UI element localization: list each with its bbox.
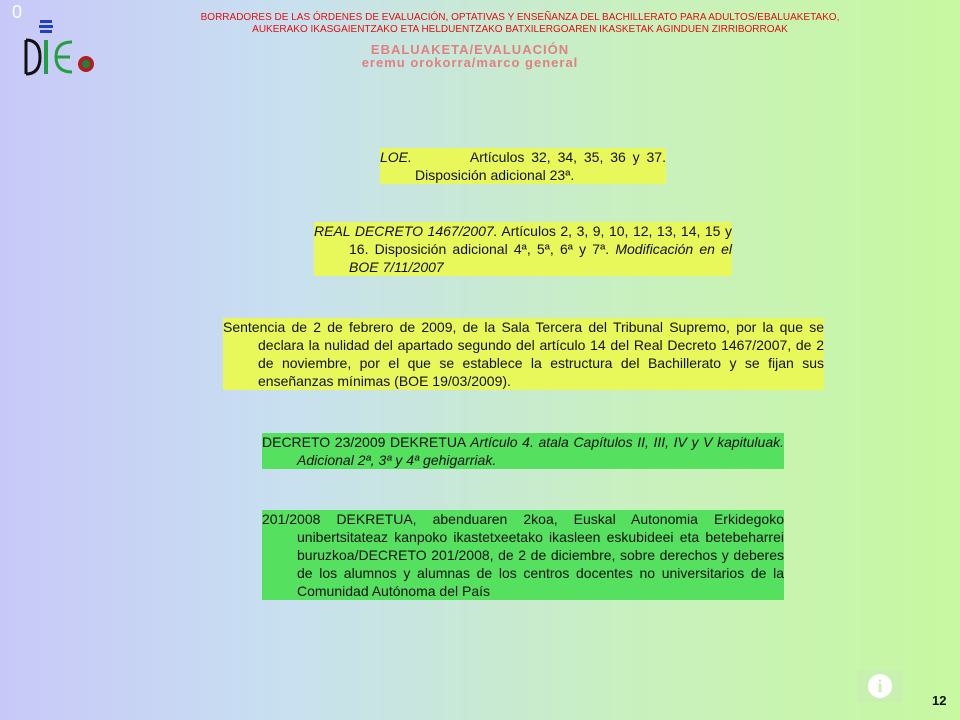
page-number: 12 bbox=[932, 693, 947, 708]
decreto-23-block bbox=[262, 433, 784, 469]
section-subtitle: eremu orokorra/marco general bbox=[361, 55, 579, 70]
loe-label: LOE. bbox=[380, 149, 412, 165]
real-decreto-block bbox=[314, 222, 732, 276]
decreto-23-title: DECRETO 23/2009 DEKRETUA bbox=[262, 434, 471, 450]
rd-text: Artículos 2, 3, 9, 10, 12, 13, 14, 15 y 16. Disposición adicional 4ª, 5ª, 6ª y 7ª. bbox=[349, 223, 732, 257]
info-button[interactable] bbox=[857, 670, 903, 702]
decreto-201-text: 201/2008 DEKRETUA, abenduaren 2koa, Euskal Autonomia Erkidegoko unibertsitateaz kanpoko ikastetxeetako ikasleen eskubideei eta betebeharrei buruzkoa/DECRETO 201/2008, de 2 de diciembre, sobre derechos y deberes de los alumnos y alumnas de los centros docentes no universitarios de la Comunidad Autónoma del País bbox=[262, 511, 784, 599]
info-glyph: i bbox=[877, 676, 883, 696]
loe-text: Artículos 32, 34, 35, 36 y 37. Disposición adicional 23ª. bbox=[415, 149, 666, 183]
decreto-201-block bbox=[262, 510, 784, 600]
header-line-2: AUKERAKO IKASGAIENTZAKO ETA HELDUENTZAKO BATXILERGOAREN IKASKETAK AGINDUEN ZIRRIBORROAK bbox=[252, 24, 788, 35]
rd-title: REAL DECRETO 1467/2007. bbox=[314, 223, 498, 239]
header-line-1: BORRADORES DE LAS ÓRDENES DE EVALUACIÓN, OPTATIVAS Y ENSEÑANZA DEL BACHILLERATO PARA ADULTOS/EBALUAKETAKO, bbox=[200, 12, 840, 23]
loe-block bbox=[380, 148, 666, 184]
slide-counter: 0 bbox=[12, 2, 23, 22]
die-logo-icon bbox=[24, 18, 96, 78]
sentencia-text: Sentencia de 2 de febrero de 2009, de la Sala Tercera del Tribunal Supremo, por la que se declara la nulidad del apartado segundo del artículo 14 del Real Decreto 1467/2007, de 2 de noviembre, por el que se establece la estructura del Bachillerato y se fijan sus enseñanzas mínimas (BOE 19/03/2009). bbox=[223, 319, 824, 389]
sentencia-block bbox=[223, 318, 824, 390]
decreto-23-text: Artículo 4. atala Capítulos II, III, IV y V kapituluak. Adicional 2ª, 3ª y 4ª gehigarriak. bbox=[297, 434, 784, 468]
section-title: EBALUAKETA/EVALUACIÓN bbox=[370, 42, 570, 57]
header-text bbox=[150, 12, 890, 36]
info-icon bbox=[867, 673, 893, 699]
rd-modification: Modificación en el BOE 7/11/2007 bbox=[349, 241, 732, 275]
